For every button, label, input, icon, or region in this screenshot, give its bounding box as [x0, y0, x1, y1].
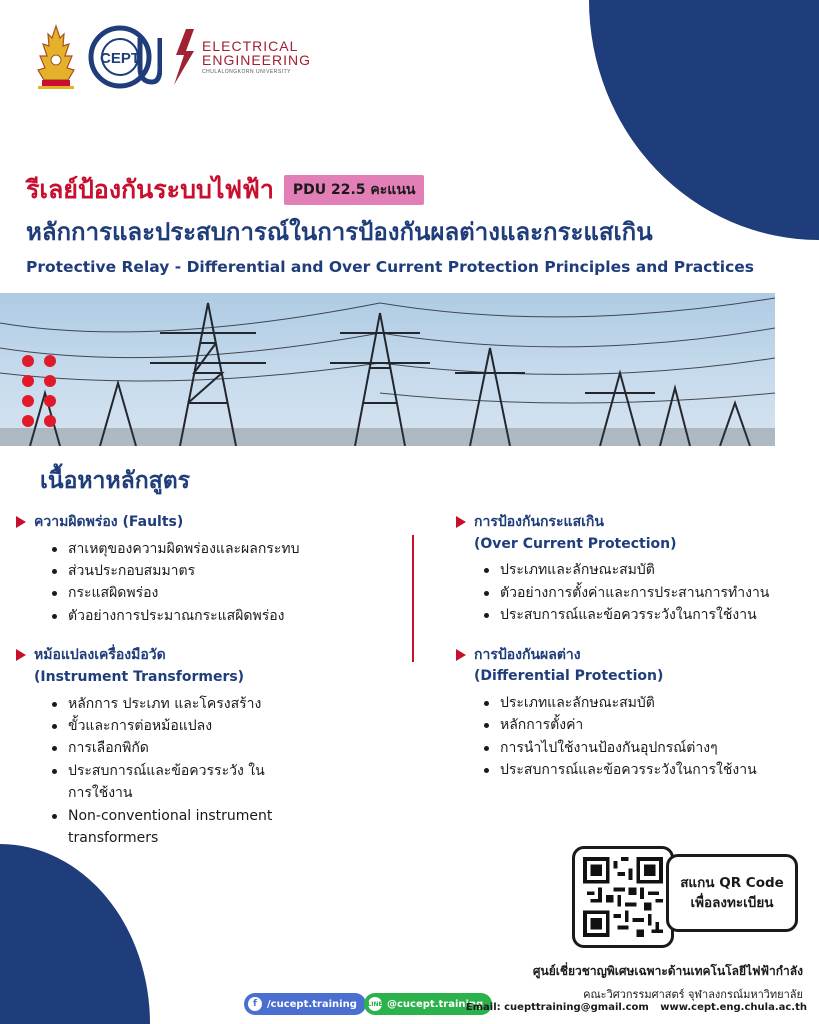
ee-logo-line3: CHULALONGKORN UNIVERSITY	[202, 69, 291, 76]
qr-code-icon	[583, 857, 663, 937]
list-item: สาเหตุของความผิดพร่องและผลกระทบ	[52, 538, 396, 560]
logo-bar	[34, 22, 311, 92]
list-item: การนำไปใช้งานป้องกันอุปกรณ์ต่างๆ	[484, 737, 816, 759]
ee-logo-line1: ELECTRICAL	[202, 37, 299, 54]
transmission-tower-photo	[0, 293, 775, 446]
triangle-bullet-icon	[16, 649, 26, 661]
line-icon: LINE	[368, 997, 382, 1011]
list-item: การเลือกพิกัด	[52, 737, 396, 759]
cept-logo-text: CEPT	[99, 50, 141, 67]
qr-label-line2: เพื่อลงทะเบียน	[690, 895, 774, 911]
list-item: หลักการ ประเภท และโครงสร้าง	[52, 693, 396, 715]
list-item: ประสบการณ์และข้อควรระวังในการใช้งาน	[484, 759, 816, 781]
qr-code[interactable]	[572, 846, 674, 948]
list-item: ประสบการณ์และข้อควรระวังในการใช้งาน	[484, 604, 816, 626]
title-row	[26, 170, 424, 210]
topic-over-current-protection	[456, 512, 816, 627]
faculty-name: คณะวิศวกรรมศาสตร์ จุฬาลงกรณ์มหาวิทยาลัย	[583, 988, 803, 1001]
facebook-icon: f	[248, 997, 262, 1011]
list-item: ขั้วและการต่อหม้อแปลง	[52, 715, 396, 737]
list-item: Non-conventional instrument transformers	[52, 805, 338, 850]
transmission-tower-illustration	[0, 293, 775, 446]
topic-title: การป้องกันผลต่าง	[474, 646, 581, 663]
triangle-bullet-icon	[456, 516, 466, 528]
list-item: ส่วนประกอบสมมาตร	[52, 560, 396, 582]
corner-decoration-bottom-left	[0, 844, 150, 1024]
ee-logo-line2: ENGINEERING	[202, 52, 312, 69]
topic-title: ความผิดพร่อง (Faults)	[34, 514, 184, 530]
topic-title-sub: (Differential Protection)	[474, 668, 664, 685]
triangle-bullet-icon	[456, 649, 466, 661]
list-item: ตัวอย่างการประมาณกระแสผิดพร่อง	[52, 605, 396, 627]
organization-info	[533, 962, 803, 1003]
list-item: ประเภทและลักษณะสมบัติ	[484, 559, 816, 581]
course-content-heading: เนื้อหาหลักสูตร	[40, 468, 190, 494]
list-item: ประเภทและลักษณะสมบัติ	[484, 692, 816, 714]
red-dots-decoration	[22, 355, 66, 427]
content-column-right	[456, 512, 816, 799]
organization-name: ศูนย์เชี่ยวชาญพิเศษเฉพาะด้านเทคโนโลยีไฟฟ้ากำลัง	[532, 964, 803, 978]
pdu-badge: PDU 22.5 คะแนน	[284, 175, 425, 205]
topic-instrument-transformers	[16, 645, 396, 849]
university-crest-icon	[34, 24, 78, 90]
topic-differential-protection	[456, 645, 816, 782]
list-item: ประสบการณ์และข้อควรระวัง ในการใช้งาน	[52, 760, 278, 805]
ee-logo-icon	[172, 29, 196, 85]
contact-info	[458, 1002, 807, 1013]
list-item: ตัวอย่างการตั้งค่าและการประสานการทำงาน	[484, 582, 816, 604]
facebook-handle: /cucept.training	[267, 998, 357, 1010]
cept-logo-icon	[88, 24, 162, 90]
email-text[interactable]: Email: cuepttraining@gmail.com	[465, 1002, 649, 1013]
page-title: รีเลย์ป้องกันระบบไฟฟ้า	[26, 175, 274, 204]
list-item: หลักการตั้งค่า	[484, 714, 816, 736]
ee-logo	[172, 29, 311, 85]
line-handle: @cucept.training	[387, 998, 484, 1010]
topic-title: การป้องกันกระแสเกิน	[474, 514, 604, 530]
facebook-link[interactable]	[244, 993, 366, 1015]
qr-label	[666, 854, 798, 932]
topic-title-sub: (Instrument Transformers)	[34, 668, 245, 685]
topic-faults	[16, 512, 396, 627]
content-column-left	[16, 512, 396, 867]
list-item: กระแสผิดพร่อง	[52, 582, 396, 604]
qr-label-line1: สแกน QR Code	[680, 874, 784, 891]
column-divider	[412, 535, 414, 662]
corner-decoration-top-right	[589, 0, 819, 240]
subtitle-english: Protective Relay - Differential and Over Current Protection Principles and Practices	[26, 258, 755, 276]
subtitle-thai: หลักการและประสบการณ์ในการป้องกันผลต่างและกระแสเกิน	[26, 218, 653, 246]
topic-title-sub: (Over Current Protection)	[474, 535, 677, 552]
website-link[interactable]: www.cept.eng.chula.ac.th	[660, 1002, 807, 1013]
triangle-bullet-icon	[16, 516, 26, 528]
topic-title: หม้อแปลงเครื่องมือวัด	[34, 647, 166, 664]
